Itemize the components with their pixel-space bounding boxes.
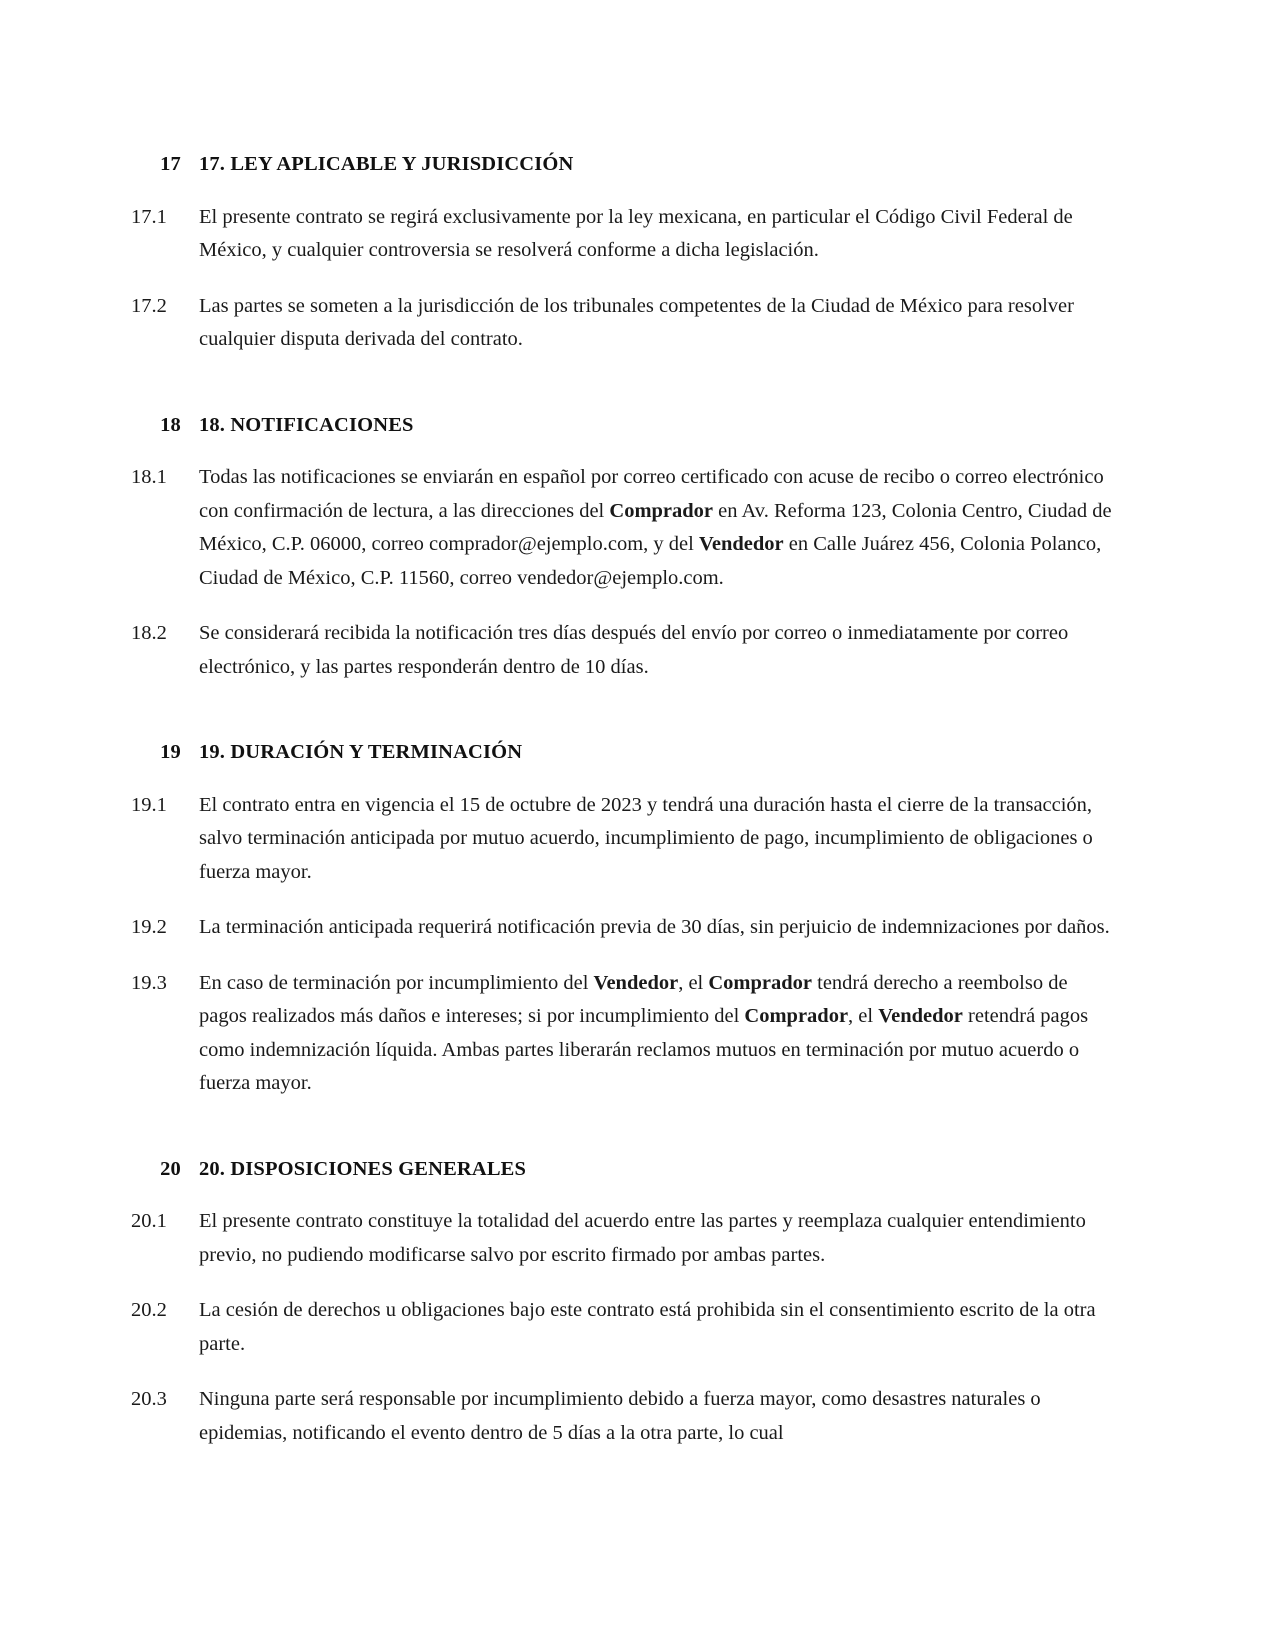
party-term: Comprador: [744, 1005, 849, 1028]
clause-number: 17.2: [131, 294, 167, 317]
clause-text: [199, 967, 1115, 1101]
clause-text-run: El contrato entra en vigencia el 15 de octubre de 2023 y tendrá una duración hasta el cierre de la transacción, salvo terminación anticipada por mutuo acuerdo, incumplimiento de pago, incumplimiento de obligaciones o fuerza mayor.: [199, 793, 1093, 883]
clause-text: [199, 789, 1115, 890]
clause-number: 17.1: [131, 205, 167, 228]
clause-text-run: , el: [848, 1005, 879, 1028]
section-heading-text: 19. DURACIÓN Y TERMINACIÓN: [199, 741, 523, 764]
clause-number: 18.1: [131, 466, 167, 489]
section-heading: [131, 413, 1115, 438]
section-heading: [131, 1157, 1115, 1182]
party-term: Vendedor: [698, 533, 784, 556]
contract-section: [131, 413, 1115, 685]
clause-text: [199, 617, 1115, 684]
section-margin-number: 19: [160, 741, 181, 764]
clause-text-run: Las partes se someten a la jurisdicción de los tribunales competentes de la Ciudad de México para resolver cualquier disputa derivada del contrato.: [199, 294, 1074, 351]
clause-text-run: en Calle Juárez 456, Colonia Polanco, Ciudad de México, C.P. 11560, correo vendedor@ejemplo.com.: [199, 533, 1102, 589]
section-margin-number: 18: [160, 413, 181, 436]
section-margin-number: 17: [160, 153, 181, 175]
clause-text-run: , el: [678, 971, 709, 994]
section-margin-number: 20: [160, 1157, 181, 1180]
clause: [131, 1294, 1115, 1361]
contract-section: [131, 152, 1115, 357]
clause-text-run: retendrá pagos como indemnización líquida. Ambas partes liberarán reclamos mutuos en terminación por mutuo acuerdo o fuerza mayor.: [199, 1005, 1089, 1095]
section-heading-text: 20. DISPOSICIONES GENERALES: [199, 1157, 527, 1180]
clause-text-run: El presente contrato constituye la totalidad del acuerdo entre las partes y reemplaza cualquier entendimiento previo, no pudiendo modificarse salvo por escrito firmado por ambas partes.: [199, 1210, 1086, 1266]
clause-number: 20.3: [131, 1388, 167, 1411]
clause-text: [199, 290, 1115, 357]
clause: [131, 789, 1115, 890]
clause: [131, 201, 1115, 268]
clause: [131, 617, 1115, 684]
clause-text-run: El presente contrato se regirá exclusivamente por la ley mexicana, en particular el Código Civil Federal de México, y cualquier controversia se resolverá conforme a dicha legislación.: [199, 205, 1073, 262]
section-heading: [131, 152, 1115, 177]
clause-number: 18.2: [131, 622, 167, 645]
clause-text-run: Ninguna parte será responsable por incumplimiento debido a fuerza mayor, como desastres naturales o epidemias, notificando el evento dentro de 5 días a la otra parte, lo cual: [199, 1388, 1041, 1444]
clause: [131, 967, 1115, 1101]
party-term: Vendedor: [593, 971, 679, 994]
contract-section: [131, 740, 1115, 1101]
clause-number: 19.2: [131, 916, 167, 939]
party-term: Vendedor: [878, 1005, 963, 1028]
clause: [131, 290, 1115, 357]
clause-number: 20.2: [131, 1299, 167, 1322]
clause-text: [199, 201, 1115, 268]
clause-text: [199, 1205, 1115, 1272]
clause-text: [199, 1294, 1115, 1361]
clause-text-run: Todas las notificaciones se enviarán en español por correo certificado con acuse de recibo o correo electrónico con confirmación de lectura, a las direcciones del: [199, 466, 1104, 522]
clause-text-run: En caso de terminación por incumplimiento del: [199, 971, 594, 994]
clause-text: [199, 461, 1115, 595]
clause-number: 19.3: [131, 971, 167, 994]
clause: [131, 1383, 1115, 1450]
clause-number: 19.1: [131, 793, 167, 816]
clause-text: [199, 1383, 1115, 1450]
section-heading-text: 17. LEY APLICABLE Y JURISDICCIÓN: [199, 153, 574, 175]
clause: [131, 911, 1115, 945]
contract-section: [131, 1157, 1115, 1451]
clause-text-run: tendrá derecho a reembolso de pagos realizados más daños e intereses; si por incumplimiento del: [199, 971, 1068, 1028]
contract-sections: [131, 152, 1115, 1450]
party-term: Comprador: [708, 971, 813, 994]
clause-number: 20.1: [131, 1210, 167, 1233]
clause-text: [199, 911, 1115, 945]
clause-text-run: Se considerará recibida la notificación tres días después del envío por correo o inmediatamente por correo electrónico, y las partes responderán dentro de 10 días.: [199, 622, 1069, 678]
clause-text-run: La terminación anticipada requerirá notificación previa de 30 días, sin perjuicio de indemnizaciones por daños.: [199, 916, 1110, 939]
clause-text-run: en Av. Reforma 123, Colonia Centro, Ciudad de México, C.P. 06000, correo comprador@ejemplo.com, y del: [199, 499, 1112, 556]
clause: [131, 1205, 1115, 1272]
party-term: Comprador: [609, 499, 714, 522]
clause: [131, 461, 1115, 595]
clause-text-run: La cesión de derechos u obligaciones bajo este contrato está prohibida sin el consentimiento escrito de la otra parte.: [199, 1299, 1096, 1355]
section-heading: [131, 740, 1115, 765]
section-heading-text: 18. NOTIFICACIONES: [199, 413, 414, 436]
